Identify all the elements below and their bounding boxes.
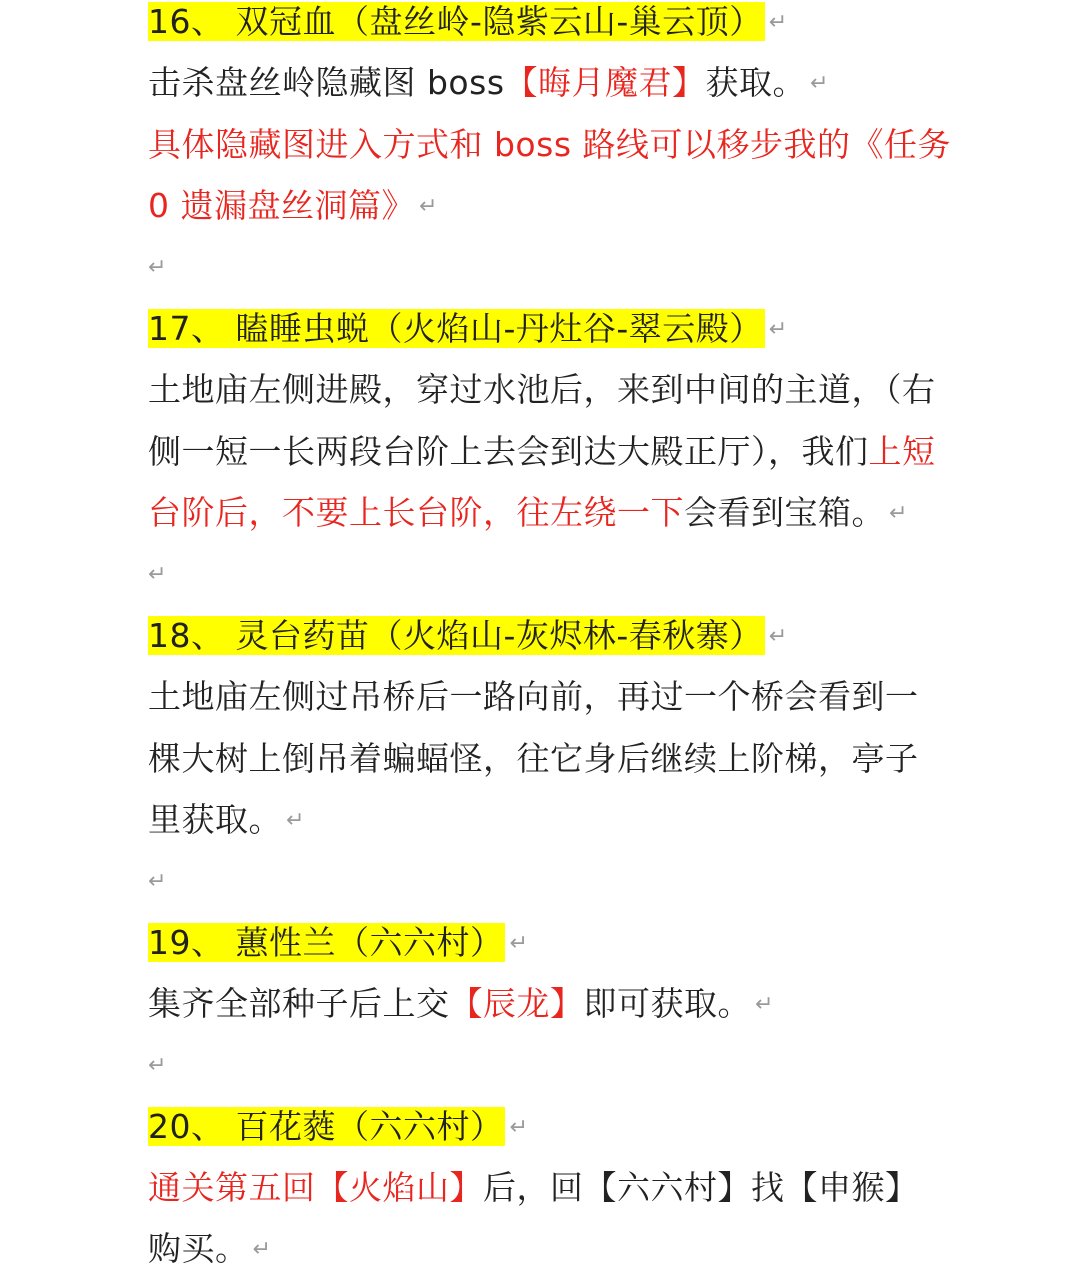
body-text: 土地庙左侧过吊桥后一路向前，再过一个桥会看到一 (148, 677, 919, 716)
empty-paragraph (148, 856, 978, 906)
paragraph-mark-icon: ↵ (755, 992, 774, 1017)
paragraph-mark-icon: ↵ (768, 624, 788, 649)
paragraph-mark-icon: ↵ (768, 317, 788, 342)
paragraph-mark-icon: ↵ (889, 501, 908, 526)
item-18-line-2 (148, 734, 978, 784)
emphasis-text: 通关第五回 (148, 1168, 316, 1207)
item-19-heading (148, 918, 978, 968)
heading-highlight: 19、 蕙性兰（六六村） (148, 923, 504, 962)
paragraph-mark-icon: ↵ (148, 562, 167, 587)
empty-paragraph (148, 1040, 978, 1090)
paragraph-mark-icon: ↵ (148, 869, 167, 894)
item-18-line-1 (148, 672, 978, 722)
body-text: 即可获取。 (583, 984, 751, 1023)
item-19-line-1 (148, 979, 978, 1029)
paragraph-mark-icon: ↵ (768, 10, 788, 35)
empty-paragraph (148, 242, 978, 292)
item-17-line-1 (148, 365, 978, 415)
emphasis-text: 【火焰山】 (315, 1168, 483, 1207)
paragraph-mark-icon: ↵ (419, 194, 438, 219)
body-text: 击杀盘丝岭隐藏图 boss (148, 63, 505, 102)
emphasis-text: 【晦月魔君】 (504, 63, 706, 102)
emphasis-text: 【辰龙】 (449, 984, 584, 1023)
item-20-line-2 (148, 1224, 978, 1274)
item-16-heading (148, 0, 978, 47)
item-20-heading (148, 1102, 978, 1152)
body-text: 后，回【六六村】找【申猴】 (483, 1168, 919, 1207)
body-text: 获取。 (705, 63, 807, 102)
emphasis-text: 0 遗漏盘丝洞篇》 (148, 186, 415, 225)
paragraph-mark-icon: ↵ (509, 1115, 529, 1140)
paragraph-mark-icon: ↵ (286, 808, 305, 833)
body-text: 侧一短一长两段台阶上去会到达大殿正厅），我们 (148, 432, 869, 471)
body-text: 棵大树上倒吊着蝙蝠怪，往它身后继续上阶梯，亭子 (148, 739, 919, 778)
heading-highlight: 18、 灵台药苗（火焰山-灰烬林-春秋寨） (148, 616, 763, 655)
paragraph-mark-icon: ↵ (148, 1053, 167, 1078)
body-text: 购买。 (148, 1229, 249, 1268)
body-text: 土地庙左侧进殿，穿过水池后，来到中间的主道，（右 (148, 370, 936, 409)
body-text: 会看到宝箱。 (684, 493, 885, 532)
heading-highlight: 17、 瞌睡虫蜕（火焰山-丹灶谷-翠云殿） (148, 309, 763, 348)
item-18-heading (148, 611, 978, 661)
heading-highlight: 20、 百花蕤（六六村） (148, 1107, 504, 1146)
paragraph-mark-icon: ↵ (509, 931, 529, 956)
paragraph-mark-icon: ↵ (252, 1237, 272, 1262)
item-16-line-2 (148, 120, 978, 170)
item-17-line-2 (148, 427, 978, 477)
item-18-line-3 (148, 795, 978, 845)
paragraph-mark-icon: ↵ (810, 71, 829, 96)
paragraph-mark-icon: ↵ (148, 255, 167, 280)
item-16-line-1 (148, 58, 978, 108)
heading-highlight: 16、 双冠血（盘丝岭-隐紫云山-巢云顶） (148, 2, 763, 41)
emphasis-text: 具体隐藏图进入方式和 boss 路线可以移步我的《任务 (148, 125, 952, 164)
item-17-heading (148, 304, 978, 354)
body-text: 里获取。 (148, 800, 282, 839)
body-text: 集齐全部种子后上交 (148, 984, 450, 1023)
item-17-line-3 (148, 488, 978, 538)
empty-paragraph (148, 549, 978, 599)
item-16-line-3 (148, 181, 978, 231)
emphasis-text: 台阶后，不要上长台阶，往左绕一下 (148, 493, 684, 532)
item-20-line-1 (148, 1163, 978, 1213)
emphasis-text: 上短 (868, 432, 936, 471)
